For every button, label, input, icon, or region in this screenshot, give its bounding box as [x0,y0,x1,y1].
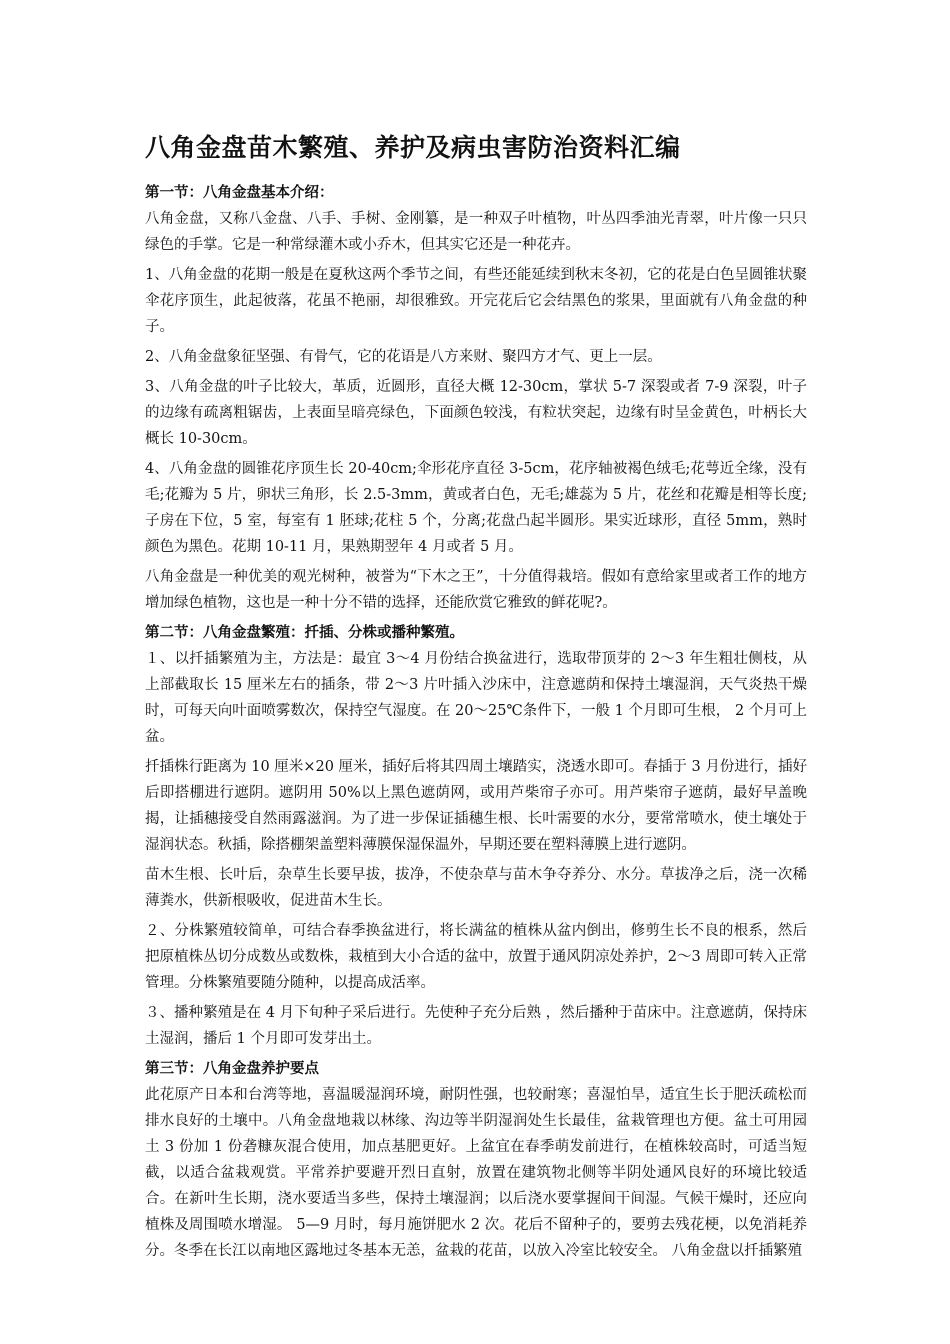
section-3 [145,1056,807,1264]
section-1-paragraph-6: 八角金盘是一种优美的观光树种，被誉为“下木之王”，十分值得栽培。假如有意给家里或者工作的地方增加绿色植物，这也是一种十分不错的选择，还能欣赏它雅致的鲜花呢?。 [145,569,807,611]
section-1-paragraph-4: 3、八角金盘的叶子比较大，革质，近圆形，直径大概 12-30cm，掌状 5-7 深裂或者 7-9 深裂，叶子的边缘有疏离粗锯齿，上表面呈暗亮绿色，下面颜色较浅，有粒状突起，边缘有时呈金黄色，叶柄长大概长 10-30cm。 [145,379,807,447]
section-2-paragraph-4: ２、分株繁殖较简单，可结合春季换盆进行，将长满盆的植株从盆内倒出，修剪生长不良的根系，然后把原植株丛切分成数丛或数株，栽植到大小合适的盆中，放置于通风阴凉处养护，2～3 周即可转入正常管理。分株繁殖要随分随种，以提高成活率。 [145,923,807,991]
section-1 [145,180,807,616]
section-2-paragraph-2: 扦插株行距离为 10 厘米×20 厘米，插好后将其四周土壤踏实，浇透水即可。春插于 3 月份进行，插好后即搭棚进行遮阴。遮阴用 50%以上黑色遮荫网，或用芦柴帘子亦可。用芦柴帘子遮荫，最好早盖晚揭，让插穗接受自然雨露滋润。为了进一步保证插穗生根、长叶需要的水分，要常常喷水，使土壤处于湿润状态。秋插，除搭棚架盖塑料薄膜保湿保温外，早期还要在塑料薄膜上进行遮阴。 [145,759,807,853]
section-2-heading: 第二节：八角金盘繁殖：扦插、分株或播种繁殖。 [145,624,464,641]
section-1-paragraph-5: 4、八角金盘的圆锥花序顶生长 20-40cm;伞形花序直径 3-5cm，花序轴被褐色绒毛;花萼近全缘，没有毛;花瓣为 5 片，卵状三角形，长 2.5-3mm，黄或者白色，无毛;雄蕊为 5 片，花丝和花瓣是相等长度;子房在下位，5 室，每室有 1 胚球;花柱 5 个，分离;花盘凸起半圆形。果实近球形，直径 5mm，熟时颜色为黑色。花期 10-11 月，果熟期翌年 4 月或者 5 月。 [145,461,807,555]
section-1-paragraph-1: 八角金盘，又称八金盘、八手、手树、金刚纂，是一种双子叶植物，叶丛四季油光青翠，叶片像一只只绿色的手掌。它是一种常绿灌木或小乔木，但其实它还是一种花卉。 [145,211,807,253]
document-title: 八角金盘苗木繁殖、养护及病虫害防治资料汇编 [145,133,681,162]
section-2 [145,620,807,1052]
section-2-paragraph-3: 苗木生根、长叶后，杂草生长要早拔，拔净，不使杂草与苗木争夺养分、水分。草拔净之后，浇一次稀薄粪水，供新根吸收，促进苗木生长。 [145,867,807,909]
section-3-paragraph-1: 此花原产日本和台湾等地，喜温暖湿润环境，耐阴性强，也较耐寒；喜湿怕旱，适宜生长于肥沃疏松而排水良好的土壤中。八角金盘地栽以林缘、沟边等半阴湿润处生长最佳，盆栽管理也方便。盆土可用园土 3 份加 1 份砻糠灰混合使用，加点基肥更好。上盆宜在春季萌发前进行，在植株较高时，可适当短截，以适合盆栽观赏。平常养护要避开烈日直射，放置在建筑物北侧等半阴处通风良好的环境比较适合。在新叶生长期，浇水要适当多些，保持土壤湿润；以后浇水要掌握间干间湿。气候干燥时，还应向植株及周围喷水增湿。 5—9 月时，每月施饼肥水 2 次。花后不留种子的，要剪去残花梗，以免消耗养分。冬季在长江以南地区露地过冬基本无恙，盆栽的花苗，以放入冷室比较安全。 八角金盘以扦插繁殖 [145,1087,807,1259]
section-1-paragraph-2: 1、八角金盘的花期一般是在夏秋这两个季节之间，有些还能延续到秋末冬初，它的花是白色呈圆锥状聚伞花序顶生，此起彼落，花虽不艳丽，却很雅致。开完花后它会结黑色的浆果，里面就有八角金盘的种子。 [145,267,807,335]
section-3-heading: 第三节：八角金盘养护要点 [145,1060,319,1077]
section-1-heading: 第一节：八角金盘基本介绍： [145,184,334,201]
section-2-paragraph-5: ３、播种繁殖是在 4 月下旬种子采后进行。先使种子充分后熟 ，然后播种于苗床中。注意遮荫，保持床土湿润，播后 1 个月即可发芽出土。 [145,1005,807,1047]
section-2-paragraph-1: １、以扦插繁殖为主，方法是：最宜 3～4 月份结合换盆进行，选取带顶芽的 2～3 年生粗壮侧枝，从上部截取长 15 厘米左右的插条，带 2～3 片叶插入沙床中，注意遮荫和保持土壤湿润，天气炎热干燥时，可每天向叶面喷雾数次，保持空气湿度。在 20～25℃条件下，一般 1 个月即可生根， 2 个月可上盆。 [145,651,807,745]
section-1-paragraph-3: 2、八角金盘象征坚强、有骨气，它的花语是八方来财、聚四方才气、更上一层。 [145,349,662,365]
